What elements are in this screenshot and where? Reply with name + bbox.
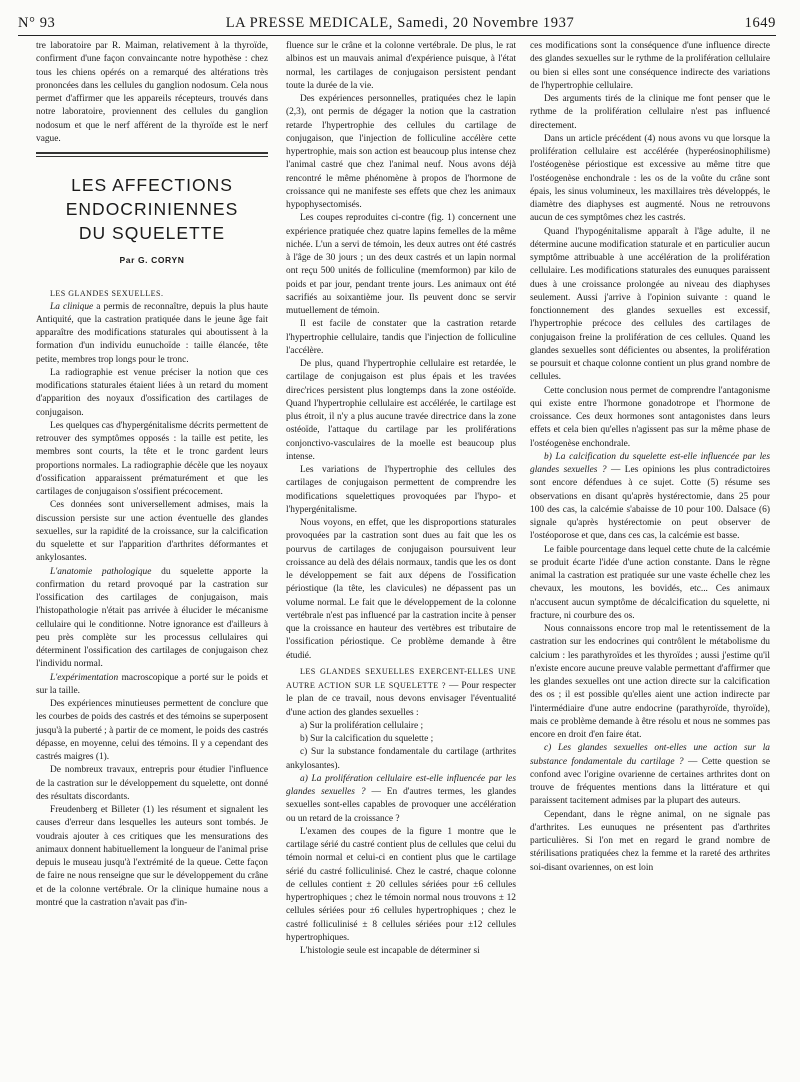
- paragraph: Les variations de l'hypertrophie des cellules des cartilages de conjugaison permettent de comprendre les modifications squelettiques provoquées par l'hypo- et l'hypergénitalisme.: [286, 465, 516, 515]
- paragraph-text: macroscopique a porté sur le poids et sur la taille.: [36, 672, 268, 696]
- paragraph: L'histologie seule est incapable de déterminer si: [300, 946, 480, 956]
- title-line: DU SQUELETTE: [78, 223, 226, 243]
- italic-lead: a) La prolifération cellulaire est-elle influencée par les glandes sexuelles ?: [286, 773, 516, 797]
- page-header: [18, 0, 776, 35]
- paragraph: [530, 451, 770, 544]
- paragraph-text: du squelette apporte la confirmation du retard provoqué par la castration sur l'ossification des cartilages de conjugaison, mais l'histopathologie n'était pas arrivée à élucider le mécanisme cellulaire qui le conditionne. Notre ignorance est d'ailleurs à peu près complète sur les processus cellulaires qui déterminent l'ossification des cartilages de conjugaison chez l'individu normal.: [36, 566, 268, 670]
- paragraph: tre laboratoire par R. Maiman, relativement à la thyroïde, confirment d'une façon convaincante notre hypothèse : chez tous les chiens opérés on a remarqué des altérations très prononcées dans les cellules du ganglion nodosum. Cela nous permet d'affirmer que les appareils récepteurs, trouvés dans notre laboratoire, proviennent des cellules du ganglion nodosum et que le nerf afférent de la thyroïde est le nerf vague.: [36, 41, 268, 144]
- paragraph: Des arguments tirés de la clinique me font penser que le rythme de la prolifération cellulaire n'est pas influencé directement.: [530, 94, 770, 131]
- header-rule: [18, 35, 776, 36]
- paragraph: Nous voyons, en effet, que les disproportions staturales provoquées par la castration sont dues au fait que les os pourvus de cartilages de conjugaison poursuivent leur croissance au delà des délais normaux, tandis que les os dont le développement se fait aux dépens de l'ossification périostique (la tête, les clavicules) ne dépassent pas un volume normal. Le fait que le développement de la colonne vertébrale n'est pas influencé par la castration incite à penser que la croissance en hauteur des vertèbres est tributaire de l'ossification périostique. Ce problème demande à être étudié.: [286, 518, 516, 661]
- small-caps-lead: LES GLANDES SEXUELLES EXERCENT-ELLES UNE AUTRE ACTION SUR LE SQUELETTE ?: [286, 666, 516, 690]
- paragraph: La radiographie est venue préciser la notion que ces modifications staturales étaient liées à un retard du moment d'apparition des noyaux d'ossification des cartilages de conjugaison.: [36, 367, 268, 418]
- journal-title: LA PRESSE MEDICALE, Samedi, 20 Novembre 1937: [225, 15, 575, 31]
- italic-lead: L'anatomie pathologique: [50, 566, 152, 577]
- paragraph: Les coupes reproduites ci-contre (fig. 1) concernent une expérience pratiquée chez quatre lapins femelles de la même nichée. L'un a servi de témoin, les deux autres ont été castrés à l'âge de 30 jours ; un des deux castrés et un lapin normal ont reçu 500 unités de folliculine (memformon) par kilo de poids et par jour, pendant trente jours. Les animaux ont été sacrifiés au soixantième jour. Ils peuvent donc se servir mutuellement de témoin.: [286, 213, 516, 316]
- list-item: b) Sur la calcification du squelette ;: [300, 734, 434, 744]
- article-separator: [36, 152, 268, 157]
- italic-lead: c) Les glandes sexuelles ont-elles une action sur la substance fondamentale du cartilage ?: [530, 743, 770, 767]
- paragraph: Quand l'hypogénitalisme apparaît à l'âge adulte, il ne détermine aucune modification staturale et en particulier aucun symptôme attribuable à une accélération de la prolifération cellulaire. Les modifications staturales des eunuques paraissent dues à une croissance prolongée au niveau des diaphyses seulement. Aussi j'arrive à l'opinion suivante : quand le fonctionnement des glandes sexuelles est excessif, l'hypertrophie précoce des cellules des cartilages de conjugaison freine la prolifération de ces cellules. Quand les glandes sexuelles sont déficientes ou absentes, la prolifération se poursuit et chaque colonne contient un plus grand nombre de cellules.: [530, 226, 770, 383]
- section-heading: LES GLANDES SEXUELLES.: [50, 289, 164, 299]
- paragraph: Cependant, dans le règne animal, on ne signale pas d'arthrites. Les eunuques ne présentent pas d'arthrites particulières. Si l'on met en regard le grand nombre de stérilisations pratiquées chez la femme et la rareté des arthrites soi-disant ovariennes, on est loin: [530, 809, 770, 873]
- paragraph-text: — Cette question se confond avec l'origine ovarienne de certaines arthrites dont on trouve de fréquentes mentions dans la littérature et qui paraissent tacitement admises par la plupart des auteurs.: [530, 756, 770, 807]
- italic-lead: La clinique: [50, 301, 94, 312]
- paragraph: [36, 672, 268, 699]
- paragraph: [286, 665, 516, 720]
- column-2: [286, 40, 516, 958]
- italic-lead: L'expérimentation: [50, 672, 119, 683]
- column-1: [36, 40, 268, 910]
- paragraph: De plus, quand l'hypertrophie cellulaire est retardée, le cartilage de conjugaison est plus épais et les travées direc'rices persistent plus longtemps dans la zone ostéoïde. Quand l'hypertrophie cellulaire est accélérée, le cartilage est plus étroit, il n'y a plus aucune travée directrice dans la zone ostéoïde, l'attaque du cartilage par les proliférations conjonctivo-vasculaires de la moelle est beaucoup plus intense.: [286, 359, 516, 462]
- paragraph: Des expériences minutieuses permettent de conclure que les courbes de poids des castrés et des témoins se superposent jusqu'à la puberté ; à partir de ce moment, le poids des castrés dépasse, en moyenne, celui des témoins. Il y a cependant des castrés maigres (1).: [36, 699, 268, 762]
- question-list: [286, 720, 516, 773]
- paragraph: [36, 301, 268, 367]
- paragraph: Nous connaissons encore trop mal le retentissement de la castration sur les endocrines qui contrôlent le métabolisme du calcium : les parathyroïdes et les thyroïdes ; aussi j'estime qu'il n'existe encore aucune preuve valable permettant d'affirmer que les glandes sexuelles ont une action directe sur la calcification des os ; il est possible qu'elles aient une action indirecte par l'intermédiaire d'une autre endocrine (parathyroïde, thyroïde), mais ce problème demande à être résolu et nous ne sommes pas encore en droit d'en faire état.: [530, 624, 770, 740]
- paragraph: Freudenberg et Billeter (1) les résument et signalent les causes d'erreur dans lesquelles les auteurs sont tombés. Je voudrais ajouter à ces critiques que les mensurations des animaux donnent habituellement la longueur de l'animal prise depuis le museau jusqu'à l'extrémité de la queue. Cette façon de faire ne nous renseigne que sur le développement du crâne et de la colonne vertébrale. Or la clinique humaine nous a montré que la castration n'avait pas d'in-: [36, 805, 268, 908]
- paragraph: De nombreux travaux, entrepris pour étudier l'influence de la castration sur le développement du squelette, ont donné des résultats discordants.: [36, 765, 268, 802]
- page-number: 1649: [744, 15, 776, 31]
- paragraph: Des expériences personnelles, pratiquées chez le lapin (2,3), ont permis de dégager la notion que la castration retarde l'hypertrophie des cellules du cartilage de conjugaison, que l'injection de folliculine accélère cette hypertrophie, mais son action est beaucoup plus intense chez l'animal castré que chez l'animal neuf. Nous avons déjà rencontré le même phénomène à propos de l'hormone de croissance qui ne manifeste ses effets que chez les animaux hypophysectomisés.: [286, 94, 516, 210]
- paragraph: Il est facile de constater que la castration retarde l'hypertrophie cellulaire, tandis que l'injection de folliculine l'accélère.: [286, 319, 516, 356]
- paragraph: L'examen des coupes de la figure 1 montre que le cartilage sérié du castré contient plus de cellules que celui du témoin normal et celui-ci en contient plus que le cartilage sérié du castré folliculinisé. Chez le castré, chaque colonne de cellules contient ± 20 cellules sériées pour ±6 cellules hypertrophiques ; chez le témoin normal nous trouvons ± 12 cellules sériées pour ±6 cellules hypertrophiques ; chez le castré folliculinisé ± 8 cellules sériées pour ±12 cellules hypertrophiques.: [286, 826, 516, 943]
- paragraph: ces modifications sont la conséquence d'une influence directe des glandes sexuelles sur le rythme de la prolifération cellulaire ou bien si elles sont une conséquence indirecte des variations de l'hypertrophie cellulaire.: [530, 41, 770, 91]
- author-byline: Par G. CORYN: [119, 255, 185, 265]
- paragraph: [286, 773, 516, 826]
- issue-number: N° 93: [18, 15, 56, 31]
- paragraph: Le faible pourcentage dans lequel cette chute de la calcémie se produit écarte l'idée d'une action constante. Dans le règne animal la castration est pratiquée sur une vaste échelle chez les chevaux, les moutons, les bovidés, etc... Ces animaux n'accusent aucun symptôme de décalcification du squelette, ni fracture, ni courbure des os.: [530, 544, 770, 621]
- title-line: ENDOCRINIENNES: [65, 199, 239, 219]
- italic-lead: b) La calcification du squelette est-elle influencée par les glandes sexuelles ?: [530, 451, 770, 475]
- paragraph: [530, 742, 770, 808]
- paragraph: Les quelques cas d'hypergénitalisme décrits permettent de retrouver des symptômes opposés : la taille est petite, les membres sont courts, la tête et le tronc gardent leurs proportions normales. La radiographie décèle que les noyaux d'ossification apparaissent prématurément et que les cartilages de conjugaison s'ossifient précocement.: [36, 420, 268, 497]
- paragraph: Ces données sont universellement admises, mais la discussion persiste sur une action éventuelle des glandes sexuelles, sur la rapidité de la croissance, sur la calcification du squelette et sur l'apparition d'arthrites déformantes et ankylosantes.: [36, 500, 268, 564]
- paragraph-text: — Les opinions les plus contradictoires sont encore défendues à ce sujet. Cotte (5) résume ses observations en disant qu'après hystérectomie, dans 25 pour 100 des cas, la calcémie s'abaisse de 10 pour 100. Dalsace (6) signale qu'après hystérectomie on peut observer de l'ostéoporose et que, dans ces cas, la calcémie est basse.: [530, 465, 770, 542]
- paragraph-text: — Pour respecter le plan de ce travail, nous devons envisager l'éventualité d'une action des glandes sexuelles :: [286, 681, 516, 718]
- list-item: c) Sur la substance fondamentale du cartilage (arthrites ankylosantes).: [286, 747, 516, 771]
- paragraph: Cette conclusion nous permet de comprendre l'antagonisme qui existe entre l'hormone gonadotrope et l'hormone de croissance. Ces deux hormones sont antagonistes dans leurs effets et cela bien qu'elles n'agissent pas sur la même phase de l'ostéogenèse enchondrale.: [530, 385, 770, 449]
- paragraph: fluence sur le crâne et la colonne vertébrale. De plus, le rat albinos est un mauvais animal d'expérience puisque, à l'état normal, les cartilages de conjugaison persistent pendant toute la durée de la vie.: [286, 41, 516, 91]
- title-line: LES AFFECTIONS: [71, 175, 233, 195]
- paragraph-text: a permis de reconnaître, depuis la plus haute Antiquité, que la castration pratiquée dans le jeune âge fait apparaître des modifications staturales qui aboutissent à la formation d'un individu eunuchoïde : taille élancée, tête petite, membres trop longs pour le tronc.: [36, 301, 269, 365]
- list-item: a) Sur la prolifération cellulaire ;: [300, 720, 424, 731]
- paragraph: [36, 566, 268, 672]
- paragraph: Dans un article précédent (4) nous avons vu que lorsque la prolifération cellulaire est accélérée (hyperéosinophilisme) l'ostéogenèse périostique est excessive au même titre que l'ostéogenèse enchondrale : les os de la voûte du crâne sont épais, les sinus volumineux, les maxillaires très développés, le diamètre des diaphyses est augmenté. Nous ne retrouvons aucun de ces symptômes chez les castrés.: [530, 133, 770, 224]
- paragraph-text: — En d'autres termes, les glandes sexuelles sont-elles capables de provoquer une accélération ou un retard de la croissance ?: [286, 787, 516, 824]
- article-title: [36, 173, 268, 245]
- column-3: [530, 40, 770, 875]
